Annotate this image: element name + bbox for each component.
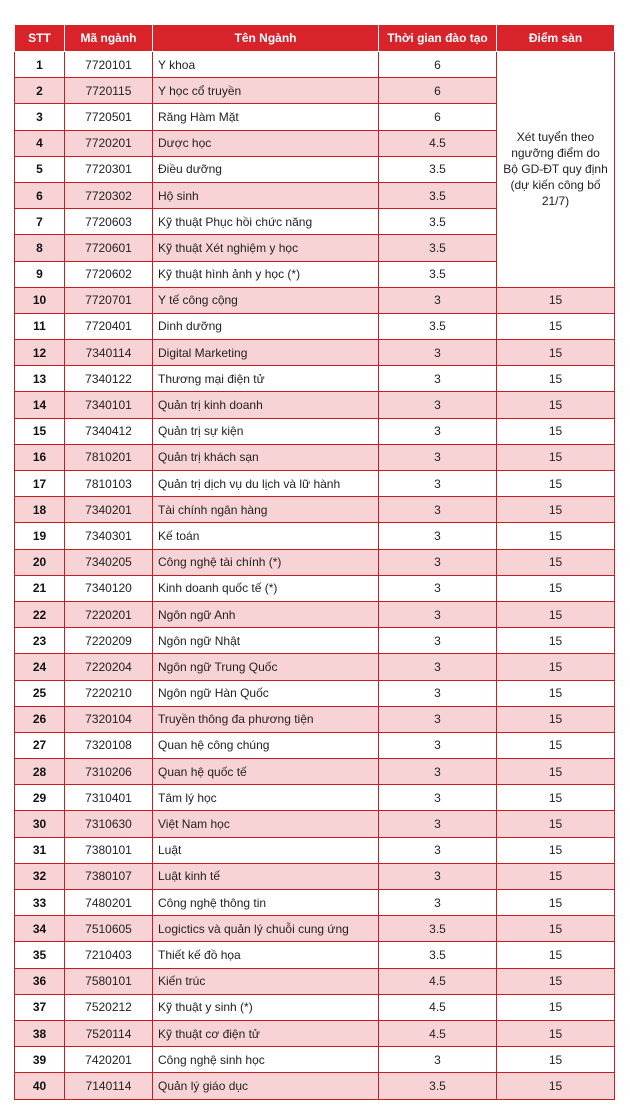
row-duration: 3.5 [379, 156, 497, 182]
row-name: Tài chính ngân hàng [153, 497, 379, 523]
row-score: 15 [497, 1020, 615, 1046]
row-stt: 24 [15, 654, 65, 680]
row-code: 7380107 [65, 863, 153, 889]
row-score: 15 [497, 890, 615, 916]
row-score: 15 [497, 994, 615, 1020]
row-duration: 4.5 [379, 1020, 497, 1046]
table-row [15, 287, 615, 313]
row-name: Thương mại điện tử [153, 366, 379, 392]
table-body [15, 52, 615, 1100]
row-score: 15 [497, 968, 615, 994]
row-stt: 35 [15, 942, 65, 968]
row-score: 15 [497, 811, 615, 837]
row-duration: 3.5 [379, 182, 497, 208]
row-score: 15 [497, 497, 615, 523]
row-duration: 3 [379, 340, 497, 366]
table-row [15, 680, 615, 706]
row-score: 15 [497, 549, 615, 575]
row-code: 7720401 [65, 313, 153, 339]
row-duration: 3 [379, 575, 497, 601]
row-name: Ngôn ngữ Nhật [153, 628, 379, 654]
table-row [15, 732, 615, 758]
row-duration: 3 [379, 471, 497, 497]
row-score: 15 [497, 706, 615, 732]
row-duration: 3.5 [379, 261, 497, 287]
row-name: Digital Marketing [153, 340, 379, 366]
table-row [15, 785, 615, 811]
row-stt: 13 [15, 366, 65, 392]
row-duration: 3 [379, 890, 497, 916]
row-stt: 39 [15, 1047, 65, 1073]
table-row [15, 444, 615, 470]
row-stt: 40 [15, 1073, 65, 1099]
row-duration: 3 [379, 366, 497, 392]
row-name: Y học cổ truyền [153, 78, 379, 104]
row-duration: 3 [379, 392, 497, 418]
row-score: 15 [497, 916, 615, 942]
row-code: 7810103 [65, 471, 153, 497]
table-row [15, 706, 615, 732]
row-code: 7340101 [65, 392, 153, 418]
row-code: 7310630 [65, 811, 153, 837]
row-code: 7210403 [65, 942, 153, 968]
row-name: Quan hệ quốc tế [153, 759, 379, 785]
row-duration: 3.5 [379, 916, 497, 942]
row-name: Kỹ thuật y sinh (*) [153, 994, 379, 1020]
table-row [15, 1047, 615, 1073]
row-name: Logictics và quản lý chuỗi cung ứng [153, 916, 379, 942]
row-code: 7580101 [65, 968, 153, 994]
row-stt: 34 [15, 916, 65, 942]
row-name: Hộ sinh [153, 182, 379, 208]
row-code: 7340114 [65, 340, 153, 366]
row-stt: 9 [15, 261, 65, 287]
table-row [15, 994, 615, 1020]
row-duration: 3 [379, 837, 497, 863]
row-duration: 4.5 [379, 968, 497, 994]
row-duration: 3 [379, 628, 497, 654]
row-duration: 3 [379, 523, 497, 549]
row-name: Việt Nam học [153, 811, 379, 837]
table-row [15, 628, 615, 654]
table-row [15, 313, 615, 339]
row-stt: 21 [15, 575, 65, 601]
table-row [15, 968, 615, 994]
table-row [15, 942, 615, 968]
row-name: Luật kinh tế [153, 863, 379, 889]
row-duration: 3.5 [379, 235, 497, 261]
header-stt: STT [15, 25, 65, 52]
row-name: Kỹ thuật hình ảnh y học (*) [153, 261, 379, 287]
row-stt: 30 [15, 811, 65, 837]
row-stt: 3 [15, 104, 65, 130]
row-name: Công nghệ sinh học [153, 1047, 379, 1073]
row-name: Ngôn ngữ Anh [153, 601, 379, 627]
row-code: 7720701 [65, 287, 153, 313]
row-duration: 3 [379, 654, 497, 680]
row-code: 7340205 [65, 549, 153, 575]
row-duration: 3 [379, 601, 497, 627]
row-stt: 8 [15, 235, 65, 261]
row-stt: 22 [15, 601, 65, 627]
row-stt: 15 [15, 418, 65, 444]
row-stt: 5 [15, 156, 65, 182]
row-code: 7720201 [65, 130, 153, 156]
row-name: Ngôn ngữ Hàn Quốc [153, 680, 379, 706]
row-duration: 3 [379, 549, 497, 575]
row-code: 7220201 [65, 601, 153, 627]
row-duration: 3 [379, 811, 497, 837]
row-duration: 4.5 [379, 130, 497, 156]
row-duration: 4.5 [379, 994, 497, 1020]
row-score: 15 [497, 654, 615, 680]
row-stt: 14 [15, 392, 65, 418]
row-code: 7720101 [65, 52, 153, 78]
row-stt: 7 [15, 209, 65, 235]
row-score: 15 [497, 1047, 615, 1073]
header-duration: Thời gian đào tạo [379, 25, 497, 52]
row-code: 7140114 [65, 1073, 153, 1099]
row-duration: 3.5 [379, 209, 497, 235]
row-duration: 3.5 [379, 313, 497, 339]
row-code: 7810201 [65, 444, 153, 470]
row-name: Thiết kế đồ họa [153, 942, 379, 968]
table-row [15, 575, 615, 601]
row-code: 7380101 [65, 837, 153, 863]
row-name: Quản lý giáo dục [153, 1073, 379, 1099]
row-score: 15 [497, 732, 615, 758]
row-stt: 28 [15, 759, 65, 785]
admission-score-table [14, 24, 615, 1100]
row-duration: 3 [379, 444, 497, 470]
row-score: 15 [497, 785, 615, 811]
row-code: 7340120 [65, 575, 153, 601]
row-stt: 31 [15, 837, 65, 863]
row-stt: 11 [15, 313, 65, 339]
row-code: 7320108 [65, 732, 153, 758]
row-code: 7340412 [65, 418, 153, 444]
row-code: 7510605 [65, 916, 153, 942]
row-duration: 3 [379, 732, 497, 758]
row-stt: 2 [15, 78, 65, 104]
row-name: Kỹ thuật Xét nghiệm y học [153, 235, 379, 261]
row-code: 7220210 [65, 680, 153, 706]
row-score: 15 [497, 366, 615, 392]
row-duration: 3 [379, 706, 497, 732]
row-stt: 1 [15, 52, 65, 78]
row-score: 15 [497, 942, 615, 968]
row-code: 7340122 [65, 366, 153, 392]
row-name: Răng Hàm Mặt [153, 104, 379, 130]
row-name: Kỹ thuật cơ điện tử [153, 1020, 379, 1046]
merged-score-note: Xét tuyển theo ngưỡng điểm do Bộ GD-ĐT quy định (dự kiến công bố 21/7) [497, 52, 615, 288]
row-code: 7320104 [65, 706, 153, 732]
row-code: 7720115 [65, 78, 153, 104]
admission-table-container [14, 24, 614, 1100]
row-name: Quản trị sự kiện [153, 418, 379, 444]
row-duration: 3.5 [379, 942, 497, 968]
row-name: Tâm lý học [153, 785, 379, 811]
table-row [15, 471, 615, 497]
row-name: Kỹ thuật Phục hồi chức năng [153, 209, 379, 235]
row-stt: 20 [15, 549, 65, 575]
table-row [15, 418, 615, 444]
row-stt: 18 [15, 497, 65, 523]
row-name: Truyền thông đa phương tiện [153, 706, 379, 732]
row-score: 15 [497, 418, 615, 444]
row-stt: 12 [15, 340, 65, 366]
row-stt: 19 [15, 523, 65, 549]
row-duration: 3.5 [379, 1073, 497, 1099]
row-stt: 23 [15, 628, 65, 654]
row-stt: 4 [15, 130, 65, 156]
table-row [15, 1020, 615, 1046]
row-name: Quản trị dịch vụ du lịch và lữ hành [153, 471, 379, 497]
row-code: 7720301 [65, 156, 153, 182]
row-score: 15 [497, 759, 615, 785]
row-score: 15 [497, 601, 615, 627]
table-row [15, 1073, 615, 1099]
row-name: Dinh dưỡng [153, 313, 379, 339]
row-stt: 36 [15, 968, 65, 994]
row-code: 7310206 [65, 759, 153, 785]
row-name: Luật [153, 837, 379, 863]
row-code: 7520114 [65, 1020, 153, 1046]
row-code: 7720603 [65, 209, 153, 235]
row-code: 7520212 [65, 994, 153, 1020]
table-row [15, 340, 615, 366]
table-row [15, 837, 615, 863]
row-score: 15 [497, 523, 615, 549]
row-stt: 25 [15, 680, 65, 706]
row-score: 15 [497, 680, 615, 706]
row-duration: 3 [379, 497, 497, 523]
row-duration: 6 [379, 104, 497, 130]
row-name: Y khoa [153, 52, 379, 78]
table-row [15, 366, 615, 392]
row-name: Quan hệ công chúng [153, 732, 379, 758]
row-score: 15 [497, 628, 615, 654]
row-stt: 16 [15, 444, 65, 470]
row-name: Kinh doanh quốc tế (*) [153, 575, 379, 601]
row-code: 7220204 [65, 654, 153, 680]
row-code: 7480201 [65, 890, 153, 916]
row-stt: 37 [15, 994, 65, 1020]
row-code: 7420201 [65, 1047, 153, 1073]
row-score: 15 [497, 575, 615, 601]
row-code: 7720601 [65, 235, 153, 261]
row-score: 15 [497, 392, 615, 418]
row-duration: 3 [379, 1047, 497, 1073]
row-code: 7720302 [65, 182, 153, 208]
row-code: 7220209 [65, 628, 153, 654]
row-score: 15 [497, 313, 615, 339]
row-name: Công nghệ thông tin [153, 890, 379, 916]
row-name: Kiến trúc [153, 968, 379, 994]
row-stt: 33 [15, 890, 65, 916]
row-name: Dược học [153, 130, 379, 156]
row-stt: 29 [15, 785, 65, 811]
row-duration: 3 [379, 418, 497, 444]
row-score: 15 [497, 444, 615, 470]
row-name: Y tế công cộng [153, 287, 379, 313]
table-row [15, 392, 615, 418]
table-row [15, 890, 615, 916]
row-name: Quản trị kinh doanh [153, 392, 379, 418]
table-row [15, 863, 615, 889]
row-score: 15 [497, 863, 615, 889]
row-code: 7720501 [65, 104, 153, 130]
row-name: Kế toán [153, 523, 379, 549]
header-score: Điểm sàn [497, 25, 615, 52]
row-stt: 32 [15, 863, 65, 889]
row-name: Công nghệ tài chính (*) [153, 549, 379, 575]
row-duration: 6 [379, 78, 497, 104]
table-row [15, 759, 615, 785]
table-header-row [15, 25, 615, 52]
row-stt: 26 [15, 706, 65, 732]
table-row [15, 497, 615, 523]
row-name: Quản trị khách sạn [153, 444, 379, 470]
row-code: 7720602 [65, 261, 153, 287]
row-name: Điều dưỡng [153, 156, 379, 182]
row-duration: 3 [379, 680, 497, 706]
row-stt: 27 [15, 732, 65, 758]
table-row [15, 52, 615, 78]
row-code: 7340301 [65, 523, 153, 549]
row-duration: 3 [379, 863, 497, 889]
row-score: 15 [497, 471, 615, 497]
row-score: 15 [497, 287, 615, 313]
header-code: Mã ngành [65, 25, 153, 52]
row-score: 15 [497, 837, 615, 863]
row-duration: 3 [379, 759, 497, 785]
row-duration: 3 [379, 287, 497, 313]
row-stt: 17 [15, 471, 65, 497]
row-code: 7310401 [65, 785, 153, 811]
header-name: Tên Ngành [153, 25, 379, 52]
table-row [15, 549, 615, 575]
table-row [15, 523, 615, 549]
row-score: 15 [497, 340, 615, 366]
row-duration: 6 [379, 52, 497, 78]
row-stt: 6 [15, 182, 65, 208]
table-row [15, 811, 615, 837]
table-row [15, 916, 615, 942]
row-code: 7340201 [65, 497, 153, 523]
row-duration: 3 [379, 785, 497, 811]
row-name: Ngôn ngữ Trung Quốc [153, 654, 379, 680]
row-score: 15 [497, 1073, 615, 1099]
row-stt: 38 [15, 1020, 65, 1046]
table-row [15, 654, 615, 680]
row-stt: 10 [15, 287, 65, 313]
table-row [15, 601, 615, 627]
